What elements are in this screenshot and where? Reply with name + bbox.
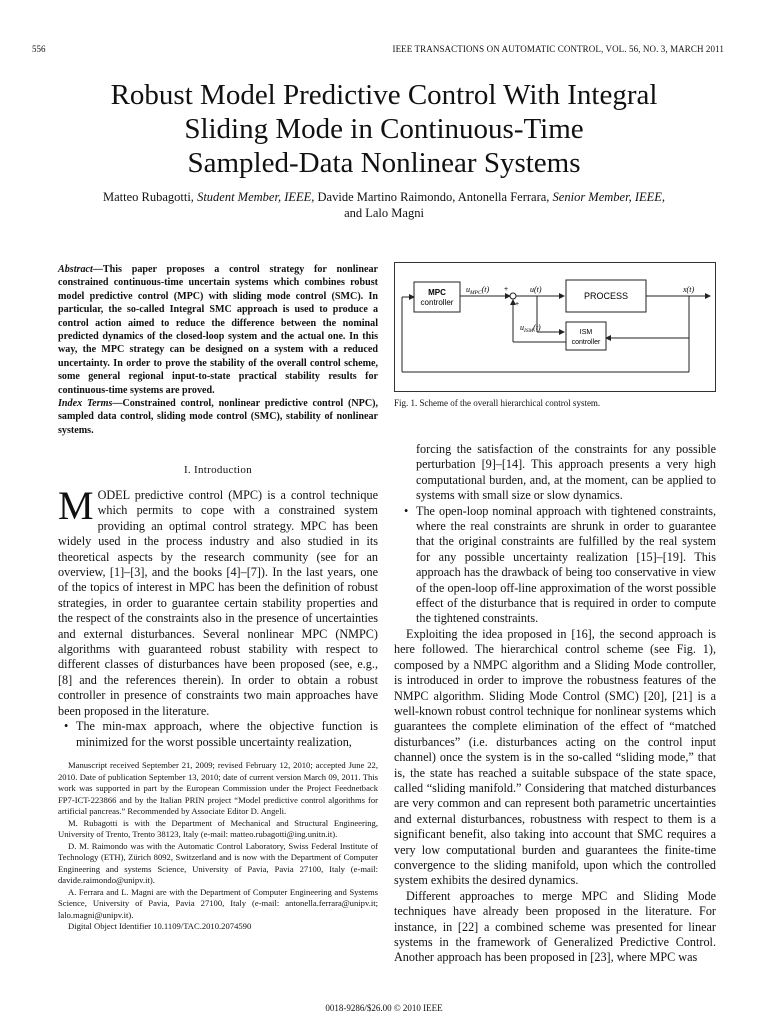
- abstract-label: Abstract: [58, 264, 93, 275]
- paragraph-hierarchical: Exploiting the idea proposed in [16], the second approach is here followed. The hierarchical control scheme (see Fig. 1), composed by a NMPC algorithm and a Sliding Mode controller, is introduced in order to improve the robustness features of the NMPC algorithm. Sliding Mode Control (SMC) [20], [21] is a well-known robust control technique for nonlinear systems which guarantees the complete elimination of the effect of “matched disturbances” (i.e. disturbances acting on the control input channel) once the system is in the so-called “sliding mode,” that is, the state has reached a suitable subspace of the state space, called “sliding manifold.” Considering that matched disturbances are very common and can represent both parametric uncertainties and external disturbances, robustness with respect to them is a significant benefit, also taking into account that SMC requires a very low computational burden and guarantees the finite-time convergence to the sliding manifold, upon which the controlled system exhibits the desired dynamics.: [394, 626, 716, 888]
- author-4: and Lalo Magni: [344, 206, 424, 220]
- author-1-role: Student Member, IEEE,: [197, 190, 315, 204]
- ism-label: ISM: [579, 329, 593, 336]
- index-terms-text: —Constrained control, nonlinear predictive control (NPC), sampled data control, sliding mode control (SMC), stability of nonlinear systems.: [58, 398, 378, 436]
- plus-sign-bottom: +: [515, 301, 520, 308]
- copyright-footer: 0018-9286/$26.00 © 2010 IEEE: [325, 1003, 443, 1013]
- paragraph-approaches: Different approaches to merge MPC and Sliding Mode techniques have already been proposed in the literature. For instance, in [22] a combined scheme was presented for linear systems in the framework of Generalized Predictive Control. Another approach has been proposed in [23], where MPC was: [394, 888, 716, 965]
- figure-caption: Fig. 1. Scheme of the overall hierarchical control system.: [394, 398, 601, 408]
- mpc-controller-block: [414, 282, 460, 312]
- x-signal-label: x(t): [683, 285, 695, 294]
- bullet-open-loop: • The open-loop nominal approach with tightened constraints, where the real constraints are shrunk in order to guarantee that the original constraints are fulfilled by the real system for any possible uncertainty realization [15]–[19]. This approach has the drawback of being too conservative in view of the open-loop off-line approximation of the worst possible effect of the disturbance that is required in order to compute the tightened constraints.: [404, 503, 716, 626]
- index-terms: [58, 397, 378, 437]
- introduction-body: [58, 483, 378, 750]
- author-3-role: Senior Member, IEEE,: [552, 190, 666, 204]
- title-line-3: Sampled-Data Nonlinear Systems: [187, 147, 581, 179]
- control-scheme-figure: [394, 262, 716, 392]
- author-list: [40, 189, 728, 221]
- page-number: 556: [32, 44, 46, 54]
- ism-controller-label: controller: [571, 339, 601, 346]
- paper-title: [40, 78, 728, 180]
- mpc-label: MPC: [428, 288, 446, 297]
- title-line-2: Sliding Mode in Continuous-Time: [184, 113, 584, 145]
- abstract-text: —This paper proposes a control strategy for nonlinear constrained continuous-time uncertain systems which combines robust model predictive control (MPC) with sliding mode control (SMC). In particular, the so-called Integral SMC approach is used to produce a control action aimed to reduce the difference between the nominal predicted dynamics of the closed-loop system and the actual one. In this way, the MPC strategy can be designed on a system with a reduced uncertainty. In order to prove the stability of the overall control scheme, some general regional input-to-state practical stability results for continuous-time systems are proved.: [58, 264, 378, 396]
- right-column-body: [394, 442, 716, 966]
- bullet-continuation: forcing the satisfaction of the constraints for any possible perturbation [9]–[14]. This approach presents a very high computational burden, and, at the moment, can be applied to systems with small size or slow dynamics.: [416, 442, 716, 503]
- index-terms-label: Index Terms: [58, 398, 113, 409]
- plus-sign-top: +: [504, 286, 509, 293]
- footnote-rubagotti: M. Rubagotti is with the Department of Mechanical and Structural Engineering, University of Trento, Trento 38123, Italy (e-mail: matteo.rubagotti@ing.unitn.it).: [58, 817, 378, 839]
- author-2: Davide Martino Raimondo,: [317, 190, 456, 204]
- bullet-minmax: • The min-max approach, where the objective function is minimized for the worst possible uncertainty realization,: [64, 719, 378, 749]
- drop-cap: M: [58, 483, 94, 528]
- mpc-controller-label: controller: [420, 298, 454, 307]
- footnote: [58, 760, 378, 933]
- summing-junction: [510, 293, 516, 299]
- journal-header: IEEE TRANSACTIONS ON AUTOMATIC CONTROL, VOL. 56, NO. 3, MARCH 2011: [392, 44, 724, 54]
- footnote-doi: Digital Object Identifier 10.1109/TAC.2010.2074590: [68, 921, 252, 931]
- abstract: [58, 263, 378, 397]
- footnote-manuscript: Manuscript received September 21, 2009; revised February 12, 2010; accepted June 22, 2010. Date of publication September 13, 2010; date of current version March 09, 2011. This work was supported in part by the European Commission under the Project Feednetback FP7-ICT-223866 and by the Italian PRIN project “Model predictive control algorithms for artificial pancreas.” Recommended by Associate Editor D. Angeli.: [58, 760, 378, 816]
- author-3: Antonella Ferrara,: [457, 190, 550, 204]
- intro-paragraph: ODEL predictive control (MPC) is a control technique which permits to cope with a constrained system providing an optimal control strategy. MPC has been widely used in the process industry and also studied in its theoretical aspects by the research community (see for an overview, [1]–[3], and the books [4]–[7]). In the last years, one of the topics of interest in MPC has been the definition of robust strategies, in order to guarantee certain stability properties and the respect of the constraints also in the presence of uncertainties and external disturbances. Several nonlinear MPC (NMPC) algorithms with guaranteed robust stability with respect to different classes of disturbances have been proposed (see, e.g., [8] and the references therein). In order to obtain a robust controller in presence of constraints two main approaches have been proposed in the literature.: [58, 488, 378, 718]
- u-mpc-signal-label: $u_{MPC}(t)$: [466, 285, 490, 296]
- process-label: PROCESS: [583, 291, 629, 301]
- section-heading: I. Introduction: [183, 464, 253, 476]
- footnote-ferrara-magni: A. Ferrara and L. Magni are with the Department of Computer Engineering and Systems Science, University of Pavia, Pavia 27100, Italy (e-mail: antonella.ferrara@unipv.it; lalo.magni@unipv.it).: [58, 886, 378, 920]
- title-line-1: Robust Model Predictive Control With Integral: [110, 79, 658, 111]
- u-signal-label: u(t): [530, 285, 542, 294]
- author-1: Matteo Rubagotti,: [102, 190, 194, 204]
- footnote-raimondo: D. M. Raimondo was with the Automatic Control Laboratory, Swiss Federal Institute of Technology (ETH), Zürich 8092, Switzerland and is now with the Department of Computer Engineering and systems Science, University of Pavia, Pavia 27100, Italy (e-mail: davide.raimondo@unipv.it).: [58, 840, 378, 885]
- u-ism-signal-label: $u_{ISM}(t)$: [520, 323, 541, 334]
